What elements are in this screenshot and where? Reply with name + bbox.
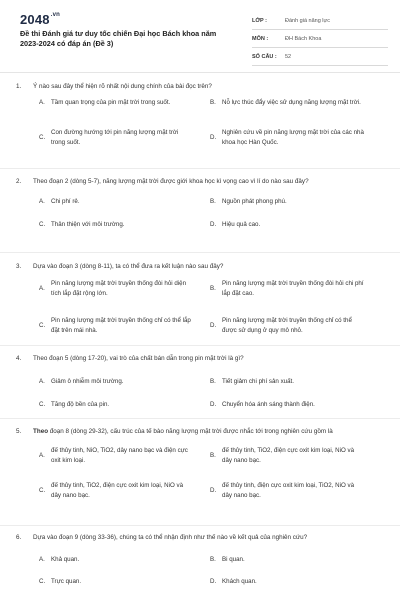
option-d[interactable] xyxy=(210,220,364,230)
option-letter: B. xyxy=(210,378,216,385)
question-text: Ý nào sau đây thể hiện rõ nhất nội dung chính của bài đọc trên? xyxy=(33,83,212,90)
option-letter: C. xyxy=(39,578,46,585)
question-5 xyxy=(16,427,388,509)
option-letter: C. xyxy=(39,486,46,494)
question-text: Theo đoạn 5 (dòng 17-20), vai trò của chất bán dẫn trong pin mặt trời là gì? xyxy=(33,355,244,362)
option-c[interactable] xyxy=(39,316,193,335)
option-letter: D. xyxy=(210,221,217,228)
option-a[interactable] xyxy=(39,555,193,565)
options xyxy=(33,543,388,589)
option-letter: B. xyxy=(210,99,216,106)
question-number: 4. xyxy=(16,355,22,362)
option-text: đế thủy tinh, TiO2, điện cực oxit kim loại, NiO và dây nano bạc. xyxy=(51,482,184,499)
question-text-emphasis: Theo xyxy=(33,428,49,435)
option-text: Chuyển hóa ánh sáng thành điện. xyxy=(222,401,315,408)
options xyxy=(33,437,388,509)
option-text: Pin năng lượng mặt trời truyền thống đòi hỏi chi phí lắp đặt cao. xyxy=(222,280,364,297)
question-separator xyxy=(0,168,400,169)
option-text: Pin năng lượng mặt trời truyền thống đòi hỏi diện tích lắp đặt rộng lớn. xyxy=(51,280,187,297)
option-a[interactable] xyxy=(39,446,193,465)
meta-value: 52 xyxy=(285,53,292,60)
option-letter: D. xyxy=(210,578,217,585)
option-letter: A. xyxy=(39,378,45,385)
options xyxy=(33,187,388,235)
option-text: Tầm quan trọng của pin mặt trời trong suốt. xyxy=(51,99,171,106)
option-b[interactable] xyxy=(210,98,364,108)
option-letter: D. xyxy=(210,133,217,141)
question-text: Dựa vào đoạn 3 (dòng 8-11), ta có thể đưa ra kết luận nào sau đây? xyxy=(33,263,224,270)
question-stem xyxy=(16,533,388,543)
options xyxy=(33,92,388,150)
question-1 xyxy=(16,82,388,150)
option-text: Khách quan. xyxy=(222,578,257,585)
option-letter: B. xyxy=(210,556,216,563)
question-text: Theo đoạn 2 (dòng 5-7), năng lượng mặt trời được giới khoa học kì vọng cao vì lí do nào sau đây? xyxy=(33,178,309,185)
option-c[interactable] xyxy=(39,481,193,500)
exam-meta xyxy=(252,12,388,66)
meta-row-count xyxy=(252,48,388,66)
option-text: Nỗ lực thúc đẩy việc sử dụng năng lượng mặt trời. xyxy=(222,99,361,106)
page-title: Đề thi Đánh giá tư duy tốc chiến Đại học Bách khoa năm 2023-2024 có đáp án (Đề 3) xyxy=(20,29,217,48)
header xyxy=(0,0,400,60)
option-text: Tiết giảm chi phí sản xuất. xyxy=(222,378,294,385)
logo-main: 2048 xyxy=(20,12,50,27)
meta-row-subject xyxy=(252,30,388,48)
option-text: Pin năng lượng mặt trời truyền thống chỉ có thể được sử dụng ở quy mô nhỏ. xyxy=(222,317,352,334)
option-a[interactable] xyxy=(39,377,193,387)
option-text: Chi phí rẻ. xyxy=(51,198,80,205)
option-c[interactable] xyxy=(39,128,193,147)
option-letter: A. xyxy=(39,99,45,106)
option-c[interactable] xyxy=(39,400,193,410)
meta-label: MÔN : xyxy=(252,35,269,42)
option-c[interactable] xyxy=(39,220,193,230)
option-text: Pin năng lượng mặt trời truyền thống chỉ có thể lắp đặt trên mái nhà. xyxy=(51,317,191,334)
meta-value: Đánh giá năng lực xyxy=(285,17,330,24)
question-stem xyxy=(16,177,388,187)
question-number: 3. xyxy=(16,263,22,270)
option-letter: C. xyxy=(39,221,46,228)
question-text-rest: đoạn 8 (dòng 29-32), cấu trúc của tế bào năng lượng mặt trời được nhắc tới trong nghiên cứu gồm là xyxy=(48,428,333,435)
option-a[interactable] xyxy=(39,98,193,108)
options xyxy=(33,272,388,342)
option-text: đế thủy tinh, NiO, TiO2, dây nano bạc và điện cực oxit kim loại. xyxy=(51,447,188,464)
site-logo[interactable] xyxy=(20,12,60,27)
option-letter: C. xyxy=(39,401,46,408)
option-letter: A. xyxy=(39,451,45,459)
option-text: Nghiên cứu về pin năng lượng mặt trời của các nhà khoa học Hàn Quốc. xyxy=(222,129,364,146)
question-3 xyxy=(16,262,388,342)
meta-label: LỚP : xyxy=(252,17,267,24)
option-text: đế thủy tinh, điện cực oxit kim loại, TiO2, NiO và dây nano bạc. xyxy=(222,482,355,499)
option-letter: C. xyxy=(39,321,46,329)
option-letter: B. xyxy=(210,284,216,292)
option-letter: C. xyxy=(39,133,46,141)
option-b[interactable] xyxy=(210,446,364,465)
question-4 xyxy=(16,354,388,416)
question-number: 6. xyxy=(16,534,22,541)
option-text: Con đường hướng tới pin năng lượng mặt trời trong suốt. xyxy=(51,129,179,146)
option-letter: D. xyxy=(210,486,217,494)
question-6 xyxy=(16,533,388,589)
meta-row-class xyxy=(252,12,388,30)
header-divider xyxy=(0,72,400,73)
option-text: Giảm ô nhiễm môi trường. xyxy=(51,378,124,385)
question-text: Dựa vào đoạn 9 (dòng 33-36), chúng ta có thể nhận định như thế nào về kết quả của nghiên cứu? xyxy=(33,534,308,541)
option-d[interactable] xyxy=(210,128,364,147)
option-d[interactable] xyxy=(210,577,364,587)
option-c[interactable] xyxy=(39,577,193,587)
option-d[interactable] xyxy=(210,400,364,410)
question-stem xyxy=(16,82,388,92)
meta-value: ĐH Bách Khoa xyxy=(285,35,322,42)
option-b[interactable] xyxy=(210,377,364,387)
question-separator xyxy=(0,252,400,253)
options xyxy=(33,364,388,416)
option-text: Trực quan. xyxy=(51,578,82,585)
question-stem xyxy=(16,262,388,272)
question-separator xyxy=(0,418,400,419)
question-number: 5. xyxy=(16,428,22,435)
option-b[interactable] xyxy=(210,279,364,298)
question-stem xyxy=(16,354,388,364)
question-separator xyxy=(0,525,400,526)
option-d[interactable] xyxy=(210,316,364,335)
question-number: 1. xyxy=(16,83,22,90)
option-d[interactable] xyxy=(210,481,364,500)
option-text: đế thủy tinh, TiO2, điện cực oxit kim loại, NiO và dây nano bạc. xyxy=(222,447,355,464)
option-letter: A. xyxy=(39,556,45,563)
option-b[interactable] xyxy=(210,555,364,565)
question-text xyxy=(33,427,383,437)
logo-suffix: .vn xyxy=(50,12,61,18)
option-letter: D. xyxy=(210,401,217,408)
option-letter: D. xyxy=(210,321,217,329)
question-number: 2. xyxy=(16,178,22,185)
option-letter: B. xyxy=(210,451,216,459)
option-a[interactable] xyxy=(39,197,193,207)
option-text: Bi quan. xyxy=(222,556,245,563)
question-stem xyxy=(16,427,388,437)
option-text: Tăng độ bền của pin. xyxy=(51,401,110,408)
question-2 xyxy=(16,177,388,235)
option-a[interactable] xyxy=(39,279,193,298)
option-text: Nguồn phát phong phú. xyxy=(222,198,287,205)
option-letter: B. xyxy=(210,198,216,205)
option-text: Khả quan. xyxy=(51,556,80,563)
option-text: Thân thiện với môi trường. xyxy=(51,221,125,228)
meta-label: SỐ CÂU : xyxy=(252,53,277,60)
option-text: Hiệu quả cao. xyxy=(222,221,261,228)
question-separator xyxy=(0,345,400,346)
option-letter: A. xyxy=(39,198,45,205)
option-b[interactable] xyxy=(210,197,364,207)
option-letter: A. xyxy=(39,284,45,292)
